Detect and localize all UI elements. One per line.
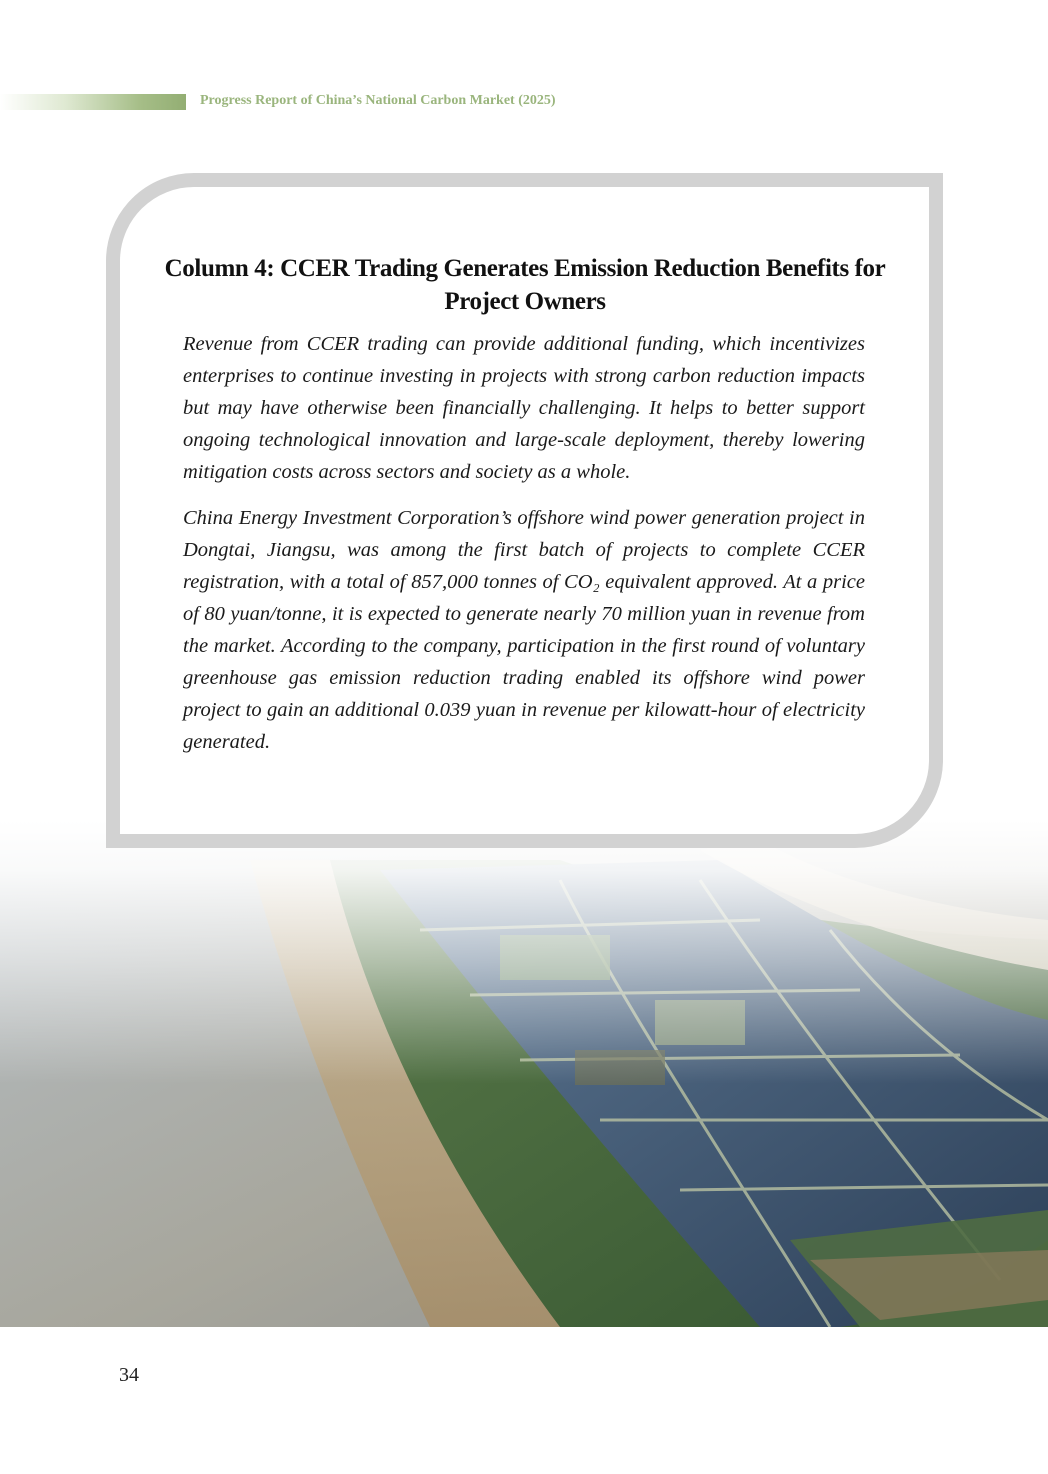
running-header-title: Progress Report of China’s National Carbon Market (2025): [200, 93, 556, 108]
column-paragraph-1: Revenue from CCER trading can provide additional funding, which incentivizes enterprises to continue investing in projects with strong carbon reduction impacts but may have otherwise been financially challenging. It helps to better support ongoing technological innovation and large-scale deployment, thereby lowering mitigation costs across sectors and society as a whole.: [183, 333, 865, 483]
page-number: 34: [119, 1364, 139, 1386]
column-title: Column 4: CCER Trading Generates Emission Reduction Benefits for Project Owners: [164, 255, 886, 315]
header-accent-bar: [0, 94, 186, 110]
column-paragraph-2: China Energy Investment Corporation’s offshore wind power generation project in Dongtai, Jiangsu, was among the first batch of projects to complete CCER registration, with a total of 857,000 tonnes of CO₂ equivalent approved. At a price of 80 yuan/tonne, it is expected to generate nearly 70 million yuan in revenue from the market. According to the company, participation in the first round of voluntary greenhouse gas emission reduction trading enabled its offshore wind power project to gain an additional 0.039 yuan in revenue per kilowatt-hour of electricity generated.: [183, 507, 865, 753]
column-body: [183, 328, 865, 772]
aerial-coastal-photo: [0, 820, 1048, 1327]
